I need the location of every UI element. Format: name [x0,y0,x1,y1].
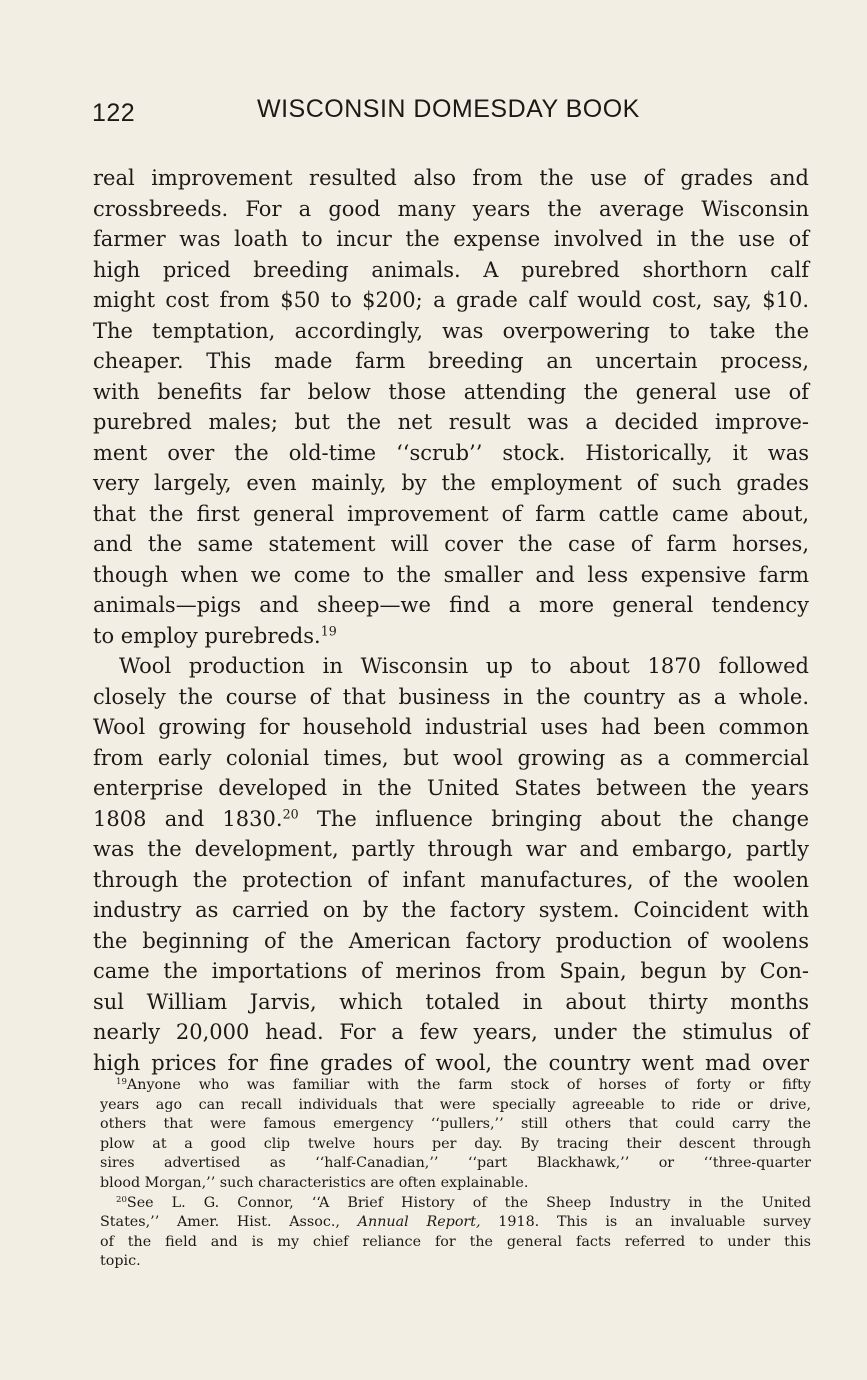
footnote-19-line: plow at a good clip twelve hours per day. By tracing their descent through [100,1135,811,1152]
body-line: was the development, partly through war and embargo, partly [93,837,809,861]
running-title: WISCONSIN DOMESDAY BOOK [257,95,640,123]
footnote-text: See L. G. Connor, ‘‘A Brief History of the Sheep Industry in the United [126,1194,811,1211]
body-line: closely the course of that business in the country as a whole. [93,684,809,709]
footnote-text: 1918. This is an invaluable survey [498,1214,812,1231]
footnote-ref: 19 [320,622,337,638]
footnote-19-line: others that were famous emergency ‘‘pullers,’’ still others that could carry the [100,1116,811,1133]
body-line: high priced breeding animals. A purebred shorthorn calf [93,257,809,282]
body-line-paragraph-start: Wool production in Wisconsin up to about 1870 followed [119,654,809,678]
body-line: high prices for fine grades of wool, the country went mad over [93,1050,809,1075]
footnote-20-line [100,1194,811,1214]
body-text [93,163,809,1078]
body-line-text [299,807,317,831]
footnote-text: Anyone who was familiar with the farm stock of horses of forty or fifty [126,1077,811,1093]
body-line-paragraph-end [93,621,809,652]
page-number: 122 [92,99,136,127]
footnote-italic-title: Annual Report, [357,1214,481,1231]
body-line-text: to employ purebreds. [93,623,321,648]
body-line: Wool growing for household industrial uses had been common [93,715,809,739]
footnote-20-line [100,1213,811,1233]
body-line: from early colonial times, but wool growing as a commercial [93,745,809,770]
body-line: that the first general improvement of farm cattle came about, [93,501,809,526]
body-line: industry as carried on by the factory system. Coincident with [93,898,809,922]
body-line: the beginning of the American factory production of woolens [93,928,809,953]
body-line: and the same statement will cover the case of farm horses, [93,532,809,556]
body-line: ment over the old-time ‘‘scrub’’ stock. Historically, it was [93,440,809,465]
body-line: through the protection of infant manufactures, of the woolen [93,867,809,892]
footnote-19-line: sires advertised as ‘‘half-Canadian,’’ ‘‘part Blackhawk,’’ or ‘‘three-quarter [100,1155,811,1172]
footnote-ref: 20 [282,805,299,821]
body-line: enterprise developed in the United States between the years [93,776,809,800]
running-head [92,95,807,129]
body-line: came the importations of merinos from Spain, begun by Con- [93,959,809,983]
body-line: though when we come to the smaller and less expensive farm [93,562,809,587]
footnote-19-line: years ago can recall individuals that were specially agreeable to ride or drive, [100,1096,811,1113]
footnote-19-line [100,1076,811,1096]
body-line: might cost from $50 to $200; a grade calf would cost, say, $10. [93,288,809,312]
body-line-text: The influence bringing about the change [316,806,810,831]
body-line: very largely, even mainly, by the employment of such grades [93,471,809,495]
body-line-text: 1808 and 1830. [93,806,283,831]
body-line: with benefits far below those attending the general use of [93,379,809,404]
body-line: The temptation, accordingly, was overpowering to take the [93,318,809,343]
body-line: animals—pigs and sheep—we find a more general tendency [93,593,809,617]
footnote-marker: 20 [116,1194,127,1205]
footnote-text: States,’’ Amer. Hist. Assoc., [100,1214,340,1231]
body-line: farmer was loath to incur the expense involved in the use of [93,227,809,251]
footnotes [100,1076,811,1272]
footnote-marker: 19 [116,1076,127,1087]
footnote-20-line: of the field and is my chief reliance for the general facts referred to under this [100,1233,811,1250]
body-line: cheaper. This made farm breeding an uncertain process, [93,349,809,373]
footnote-19-line: blood Morgan,’’ such characteristics are often explainable. [100,1174,529,1191]
body-line: real improvement resulted also from the use of grades and [93,166,809,190]
body-line: sul William Jarvis, which totaled in about thirty months [93,989,809,1014]
body-line: nearly 20,000 head. For a few years, under the stimulus of [93,1020,809,1044]
body-line-with-ref [93,804,809,835]
body-line: purebred males; but the net result was a decided improve- [93,410,809,434]
footnote-20-line: topic. [100,1253,141,1270]
body-line: crossbreeds. For a good many years the average Wisconsin [93,196,809,221]
